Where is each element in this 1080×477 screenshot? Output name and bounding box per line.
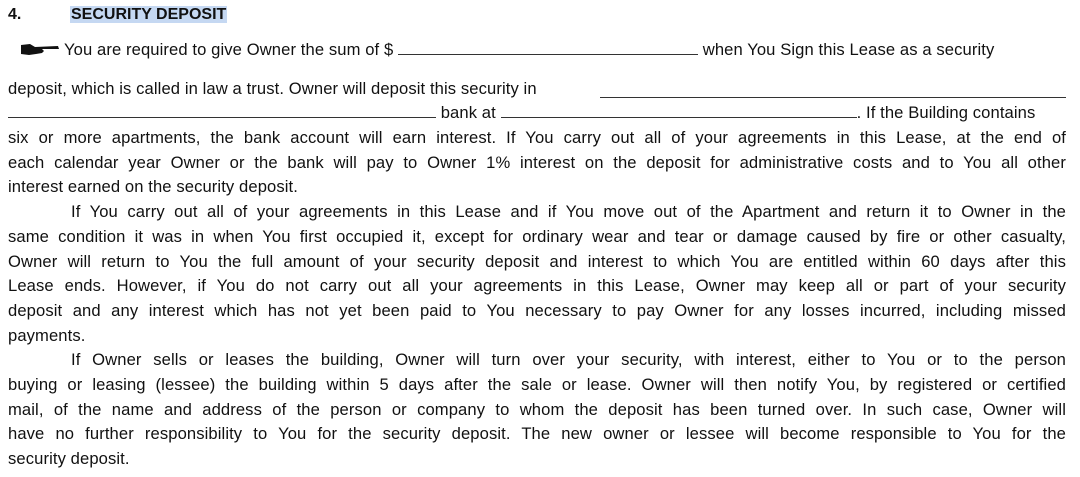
paragraph1-line3 [8, 103, 1066, 123]
paragraph1-line3-end: . If the Building contains [856, 103, 1036, 122]
deposit-sum-label: You are required to give Owner the sum of $ [64, 40, 394, 59]
deposit-amount-field[interactable] [398, 40, 698, 55]
bank-name-field-continued[interactable] [8, 103, 436, 118]
paragraph1-line1 [8, 40, 1066, 60]
section-number: 4. [8, 6, 22, 23]
bank-at-label: bank at [440, 103, 496, 122]
paragraph3-line4: have no further responsibility to You for the security deposit. The new owner or lessee will become responsible to You for the [8, 424, 1066, 443]
paragraph3-line3: mail, of the name and address of the person or company to whom the deposit has been turned over. In such case, Owner will [8, 400, 1066, 419]
paragraph1-line2 [8, 79, 1066, 99]
bank-address-field[interactable] [501, 103, 857, 118]
paragraph2-line5: deposit and any interest which has not yet been paid to You necessary to pay Owner for any losses incurred, including missed [8, 301, 1066, 320]
bank-name-field[interactable] [600, 83, 1066, 98]
paragraph2-line1: If You carry out all of your agreements in this Lease and if You move out of the Apartment and return it to Owner in the [71, 202, 1066, 221]
paragraph1-line1-end: when You Sign this Lease as a security [702, 40, 995, 59]
paragraph1-line2-text: deposit, which is called in law a trust. Owner will deposit this security in [8, 79, 537, 98]
paragraph2-line6: payments. [8, 326, 86, 345]
section-title[interactable]: SECURITY DEPOSIT [71, 6, 227, 23]
paragraph3-line2: buying or leasing (lessee) the building within 5 days after the sale or lease. Owner will then notify You, by registered or certified [8, 375, 1066, 394]
paragraph2-line2: same condition it was in when You first occupied it, except for ordinary wear and tear or damage caused by fire or other casualty, [8, 227, 1066, 246]
paragraph1-line6: interest earned on the security deposit. [8, 177, 298, 196]
paragraph3-line1: If Owner sells or leases the building, Owner will turn over your security, with interest, either to You or to the person [71, 350, 1066, 369]
section-heading [8, 5, 227, 25]
paragraph2-line3: Owner will return to You the full amount of your security deposit and interest to which You are entitled within 60 days after this [8, 252, 1066, 271]
paragraph1-line5: each calendar year Owner or the bank will pay to Owner 1% interest on the deposit for administrative costs and to You all other [8, 153, 1066, 172]
paragraph2-line4: Lease ends. However, if You do not carry out all your agreements in this Lease, Owner may keep all or part of your security [8, 276, 1066, 295]
paragraph3-line5: security deposit. [8, 449, 130, 468]
pointing-hand-icon [20, 41, 60, 57]
paragraph1-line4: six or more apartments, the bank account will earn interest. If You carry out all of your agreements in this Lease, at the end of [8, 128, 1066, 147]
